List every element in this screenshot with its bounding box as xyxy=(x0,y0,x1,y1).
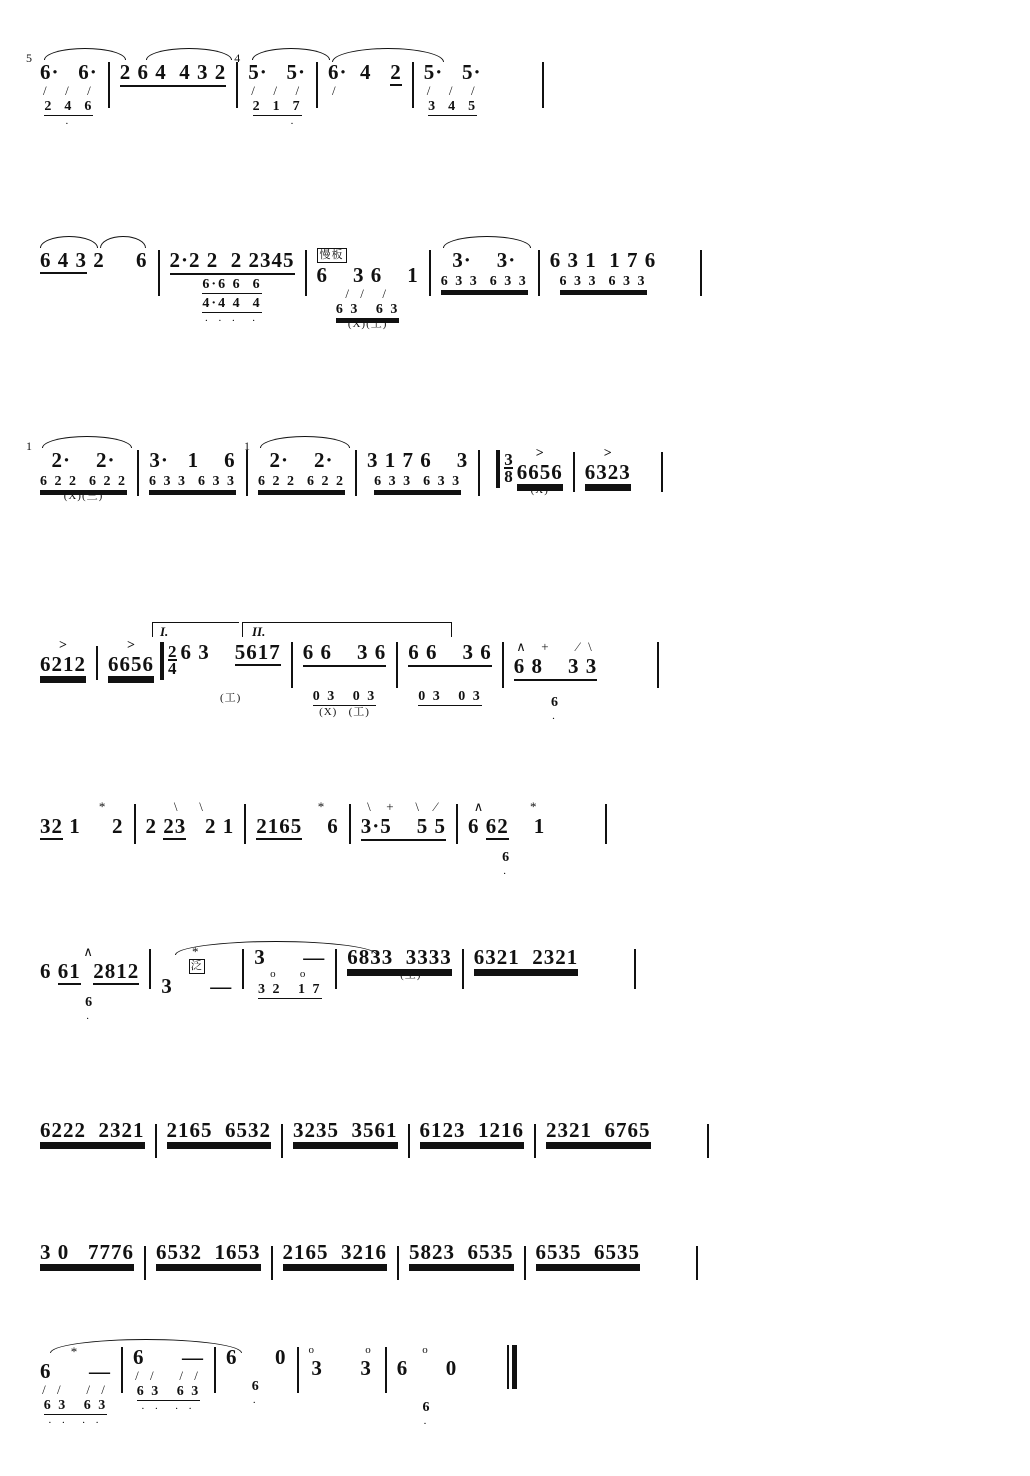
note-group: 2 23 2 1 xyxy=(145,814,235,838)
measure xyxy=(120,60,227,87)
finger-number: 1 xyxy=(26,439,32,453)
measure xyxy=(550,248,657,290)
measure xyxy=(40,945,139,1022)
measure xyxy=(40,1345,111,1426)
sub-note-group: 6 xyxy=(502,850,512,865)
measure xyxy=(361,800,446,841)
music-system-2 xyxy=(40,248,990,331)
note-group: 2165 6532 xyxy=(166,1118,271,1142)
note-group: 6532 1653 xyxy=(156,1240,261,1264)
barline xyxy=(696,1246,698,1280)
measure xyxy=(536,1240,641,1264)
grace-slash-icon: / / / xyxy=(426,83,479,98)
barline xyxy=(385,1347,387,1393)
barline xyxy=(657,642,659,688)
slur-icon xyxy=(443,236,531,248)
measure xyxy=(309,1345,375,1380)
note-group: 6 3 1 1 7 6 xyxy=(549,248,657,272)
note-group: 2· 2· xyxy=(269,448,334,472)
octave-dot: . xyxy=(423,1415,431,1427)
octave-dot: . xyxy=(86,1010,93,1022)
note-group: 2165 3216 xyxy=(282,1240,387,1264)
barline xyxy=(236,62,238,108)
accent-mark: > xyxy=(603,446,612,461)
note-group: 3·5 5 5 xyxy=(361,814,446,841)
measure xyxy=(408,640,492,706)
time-signature: 3 8 xyxy=(504,450,513,486)
accent-mark: > xyxy=(59,638,67,653)
barline xyxy=(134,804,136,844)
sub-note-group: 6 3 6 3 xyxy=(43,1398,108,1413)
barline xyxy=(214,1347,216,1393)
note-group: 6 3 5617 xyxy=(180,640,281,664)
barline xyxy=(462,949,464,989)
fingering-label: (X)(工) xyxy=(347,318,388,330)
grace-slash-icon: / xyxy=(332,83,340,98)
fingering-label: (X) (工) xyxy=(319,706,370,718)
slur-icon xyxy=(146,48,232,60)
note-group: 6 0 xyxy=(226,1345,287,1369)
octave-dot: . xyxy=(65,115,73,127)
note-group: 3 3 xyxy=(311,1356,372,1380)
note-group: 2 6 4 4 3 2 xyxy=(120,60,227,87)
sub-note-group: 6 3 6 3 xyxy=(136,1384,201,1399)
sub-note-group: 6 xyxy=(422,1400,432,1415)
sub-note-group: 6 3 6 3 xyxy=(335,302,400,317)
note-group: 2321 6765 xyxy=(546,1118,651,1142)
note-group: 6656 xyxy=(108,652,154,676)
measure xyxy=(420,1118,525,1142)
barline xyxy=(242,949,244,989)
octave-dot: . xyxy=(503,865,511,877)
note-group: 3235 3561 xyxy=(293,1118,398,1142)
barline xyxy=(700,250,702,296)
barline xyxy=(502,642,504,688)
sub-note-group: 6 3 3 6 3 3 xyxy=(559,274,647,289)
measure xyxy=(133,1345,204,1412)
sub-note-group: 6 3 3 6 3 3 xyxy=(440,274,528,289)
note-group: 6 8 3 3 xyxy=(514,654,598,681)
note-group: 6535 6535 xyxy=(535,1240,640,1264)
harmonic-label: 泛 xyxy=(190,960,203,972)
sub-note-group: 6 xyxy=(551,695,560,710)
finger-number: 1 xyxy=(244,439,250,453)
barline xyxy=(534,1124,536,1158)
note-group: 6 0 xyxy=(396,1356,458,1380)
measure xyxy=(468,800,545,877)
sub-note-group: 4·4 4 4 xyxy=(202,296,262,311)
barline xyxy=(96,646,98,680)
barline xyxy=(244,804,246,844)
sub-note-group: 6 2 2 6 2 2 xyxy=(258,474,345,489)
measure xyxy=(397,1345,458,1427)
note-group: 6123 1216 xyxy=(419,1118,524,1142)
note-group: 6833 3333 xyxy=(347,945,452,969)
measure xyxy=(585,448,631,484)
music-system-4 xyxy=(40,624,990,722)
measure xyxy=(226,1345,287,1406)
barline xyxy=(349,804,351,844)
sub-note-group: 6 xyxy=(85,995,95,1010)
fingering-label: (工) xyxy=(377,969,422,981)
technique-marks: ∧ * xyxy=(473,799,540,814)
octave-dot: . . . . xyxy=(205,312,259,324)
note-group: 5823 6535 xyxy=(409,1240,514,1264)
volta-bracket-2 xyxy=(242,622,452,637)
note-group: 6· 6· xyxy=(40,60,98,84)
barline xyxy=(573,452,575,492)
measure xyxy=(367,448,468,490)
note-group: 3· 1 6 xyxy=(149,448,236,472)
measure xyxy=(234,51,307,127)
measure xyxy=(317,248,419,331)
barline xyxy=(281,1124,283,1158)
tempo-mark: 慢板 xyxy=(317,248,347,263)
octave-dot: . xyxy=(252,1394,260,1406)
technique-marks: ∧ + ⁄ \ xyxy=(516,639,595,654)
barline xyxy=(121,1347,123,1393)
measure xyxy=(328,60,402,97)
technique-marks: \ \ xyxy=(173,799,206,814)
technique-marks: ∧ xyxy=(83,944,96,959)
measure xyxy=(181,640,281,705)
slur-icon xyxy=(42,436,132,448)
note-group: 6 — xyxy=(40,1359,111,1383)
harmonic-dots: o xyxy=(422,1344,432,1356)
note-group: 6 62 1 xyxy=(468,814,546,838)
barline xyxy=(661,452,663,492)
sub-note-group: 0 3 0 3 xyxy=(418,689,482,704)
fingering-label: (X) xyxy=(530,484,549,496)
note-group: 2·2 2 2 2345 xyxy=(170,248,295,275)
barline xyxy=(305,250,307,296)
barline xyxy=(155,1124,157,1158)
barline xyxy=(542,62,544,108)
slur-icon xyxy=(40,236,98,248)
barline xyxy=(605,804,607,844)
harmonic-dots: o o xyxy=(308,1344,375,1356)
measure xyxy=(441,248,528,290)
note-group: 2· 2· xyxy=(51,448,116,472)
barline xyxy=(707,1124,709,1158)
barline xyxy=(271,1246,273,1280)
technique-marks: * xyxy=(267,799,328,814)
octave-dot: . xyxy=(552,710,559,722)
technique-marks: * xyxy=(55,799,109,814)
barline xyxy=(634,949,636,989)
sub-note-group: 6 xyxy=(251,1379,261,1394)
measure xyxy=(254,945,325,999)
note-group: 6 6 3 6 xyxy=(408,640,492,667)
barline xyxy=(335,949,337,989)
note-group: 3 0 7776 xyxy=(40,1240,134,1264)
note-group: 6 6 3 6 xyxy=(303,640,387,667)
harmonic-mark: * xyxy=(70,1344,81,1359)
barline xyxy=(108,62,110,108)
measure xyxy=(170,248,295,324)
note-group: 3· 3· xyxy=(452,248,517,272)
measure xyxy=(40,1240,134,1264)
sub-note-group: 3 2 1 7 xyxy=(258,982,322,997)
music-system-5 xyxy=(40,800,990,877)
grace-slash-icon: / / / xyxy=(251,83,304,98)
measure xyxy=(156,1240,261,1264)
measure xyxy=(409,1240,514,1264)
barline xyxy=(397,1246,399,1280)
slur-icon xyxy=(260,436,350,448)
measure xyxy=(167,1118,272,1142)
octave-dot: . . . . xyxy=(48,1414,103,1426)
barline xyxy=(429,250,431,296)
barline xyxy=(524,1246,526,1280)
note-group: 6 61 2812 xyxy=(40,959,140,983)
accent-mark: > xyxy=(535,446,544,461)
octave-dot: . xyxy=(256,115,298,127)
slur-icon xyxy=(252,48,330,60)
barline xyxy=(137,450,139,496)
measure xyxy=(474,945,579,969)
sub-note-group: 6 3 3 6 3 3 xyxy=(374,474,462,489)
barline xyxy=(355,450,357,496)
music-system-9 xyxy=(40,1345,990,1427)
sub-note-group: 6 3 3 6 3 3 xyxy=(149,474,236,489)
barline xyxy=(456,804,458,844)
barline xyxy=(291,642,293,688)
note-group: 5· 5· xyxy=(423,60,482,84)
measure xyxy=(303,640,387,719)
sub-note-group: 6·6 6 6 xyxy=(202,277,262,292)
measure xyxy=(256,800,339,838)
repeat-start-barline xyxy=(496,450,500,488)
barline xyxy=(246,450,248,496)
note-group: 2165 6 xyxy=(256,814,339,838)
note-group: 6 — xyxy=(133,1345,204,1369)
note-group: 6323 xyxy=(584,460,631,484)
slur-icon xyxy=(100,236,146,248)
note-group: 32 1 2 xyxy=(40,814,124,838)
measure xyxy=(283,1240,388,1264)
sub-note-group: 2 1 7 xyxy=(252,99,302,114)
barline xyxy=(297,1347,299,1393)
harmonic-mark: * xyxy=(192,944,202,959)
finger-number: 5 xyxy=(26,51,32,65)
measure xyxy=(546,1118,651,1142)
harmonic-dots: o o xyxy=(270,968,310,980)
sub-note-group: 3 4 5 xyxy=(428,99,478,114)
barline xyxy=(478,450,480,496)
measure xyxy=(514,640,598,722)
sub-note-group: 0 3 0 3 xyxy=(312,689,377,704)
measure xyxy=(40,248,148,272)
measure xyxy=(161,945,232,998)
fingering-label: (工) xyxy=(219,692,242,704)
grace-slash-icon: / / / / xyxy=(42,1382,109,1397)
measure xyxy=(26,51,98,127)
measure xyxy=(293,1118,398,1142)
volta-label-2: II. xyxy=(252,624,266,639)
music-system-7 xyxy=(40,1118,990,1158)
time-signature: 2 4 xyxy=(168,642,177,678)
grace-slash-icon: / / / / xyxy=(135,1368,202,1383)
measure xyxy=(149,448,236,490)
barline xyxy=(412,62,414,108)
barline xyxy=(316,62,318,108)
music-system-8 xyxy=(40,1240,990,1280)
grace-slash-icon: / / / xyxy=(345,286,390,301)
note-group: 5· 5· xyxy=(248,60,307,84)
note-group: 6· 4 2 xyxy=(328,60,402,84)
measure xyxy=(517,448,563,497)
barline xyxy=(408,1124,410,1158)
octave-dot: . . . . xyxy=(141,1400,196,1412)
accent-mark: > xyxy=(127,638,135,653)
measure xyxy=(26,439,127,503)
measure xyxy=(40,800,124,838)
note-group: 6656 xyxy=(516,460,563,484)
technique-marks: \ + \ ⁄ xyxy=(367,799,440,814)
slur-icon xyxy=(44,48,126,60)
final-barline xyxy=(507,1345,517,1389)
barline xyxy=(149,949,151,989)
measure xyxy=(40,640,86,676)
music-system-6 xyxy=(40,945,990,1022)
finger-number: 4 xyxy=(234,51,241,65)
measure xyxy=(244,439,345,490)
music-system-3 xyxy=(26,439,990,503)
measure xyxy=(40,1118,145,1142)
measure xyxy=(146,800,235,838)
measure xyxy=(424,60,482,116)
sub-note-group: 6 2 2 6 2 2 xyxy=(40,474,127,489)
barline xyxy=(158,250,160,296)
note-group: 6 3 6 1 xyxy=(316,263,419,287)
note-group: 3 1 7 6 3 xyxy=(367,448,469,472)
barline xyxy=(144,1246,146,1280)
measure xyxy=(108,640,154,676)
fingering-label: (X)(三) xyxy=(63,490,104,502)
sub-note-group: 2 4 6 xyxy=(44,99,94,114)
note-group: 3 — xyxy=(254,945,326,969)
barline xyxy=(396,642,398,688)
note-group: 6222 2321 xyxy=(40,1118,145,1142)
grace-slash-icon: / / / xyxy=(42,83,95,98)
note-group: 3 — xyxy=(161,974,233,998)
note-group: 6321 2321 xyxy=(473,945,579,969)
barline xyxy=(538,250,540,296)
measure xyxy=(347,945,452,982)
volta-label-1: I. xyxy=(160,624,169,639)
note-group: 6 4 3 2 6 xyxy=(40,248,148,272)
repeat-start-barline xyxy=(160,642,164,680)
music-system-1 xyxy=(26,51,990,127)
note-group: 6212 xyxy=(40,652,86,676)
